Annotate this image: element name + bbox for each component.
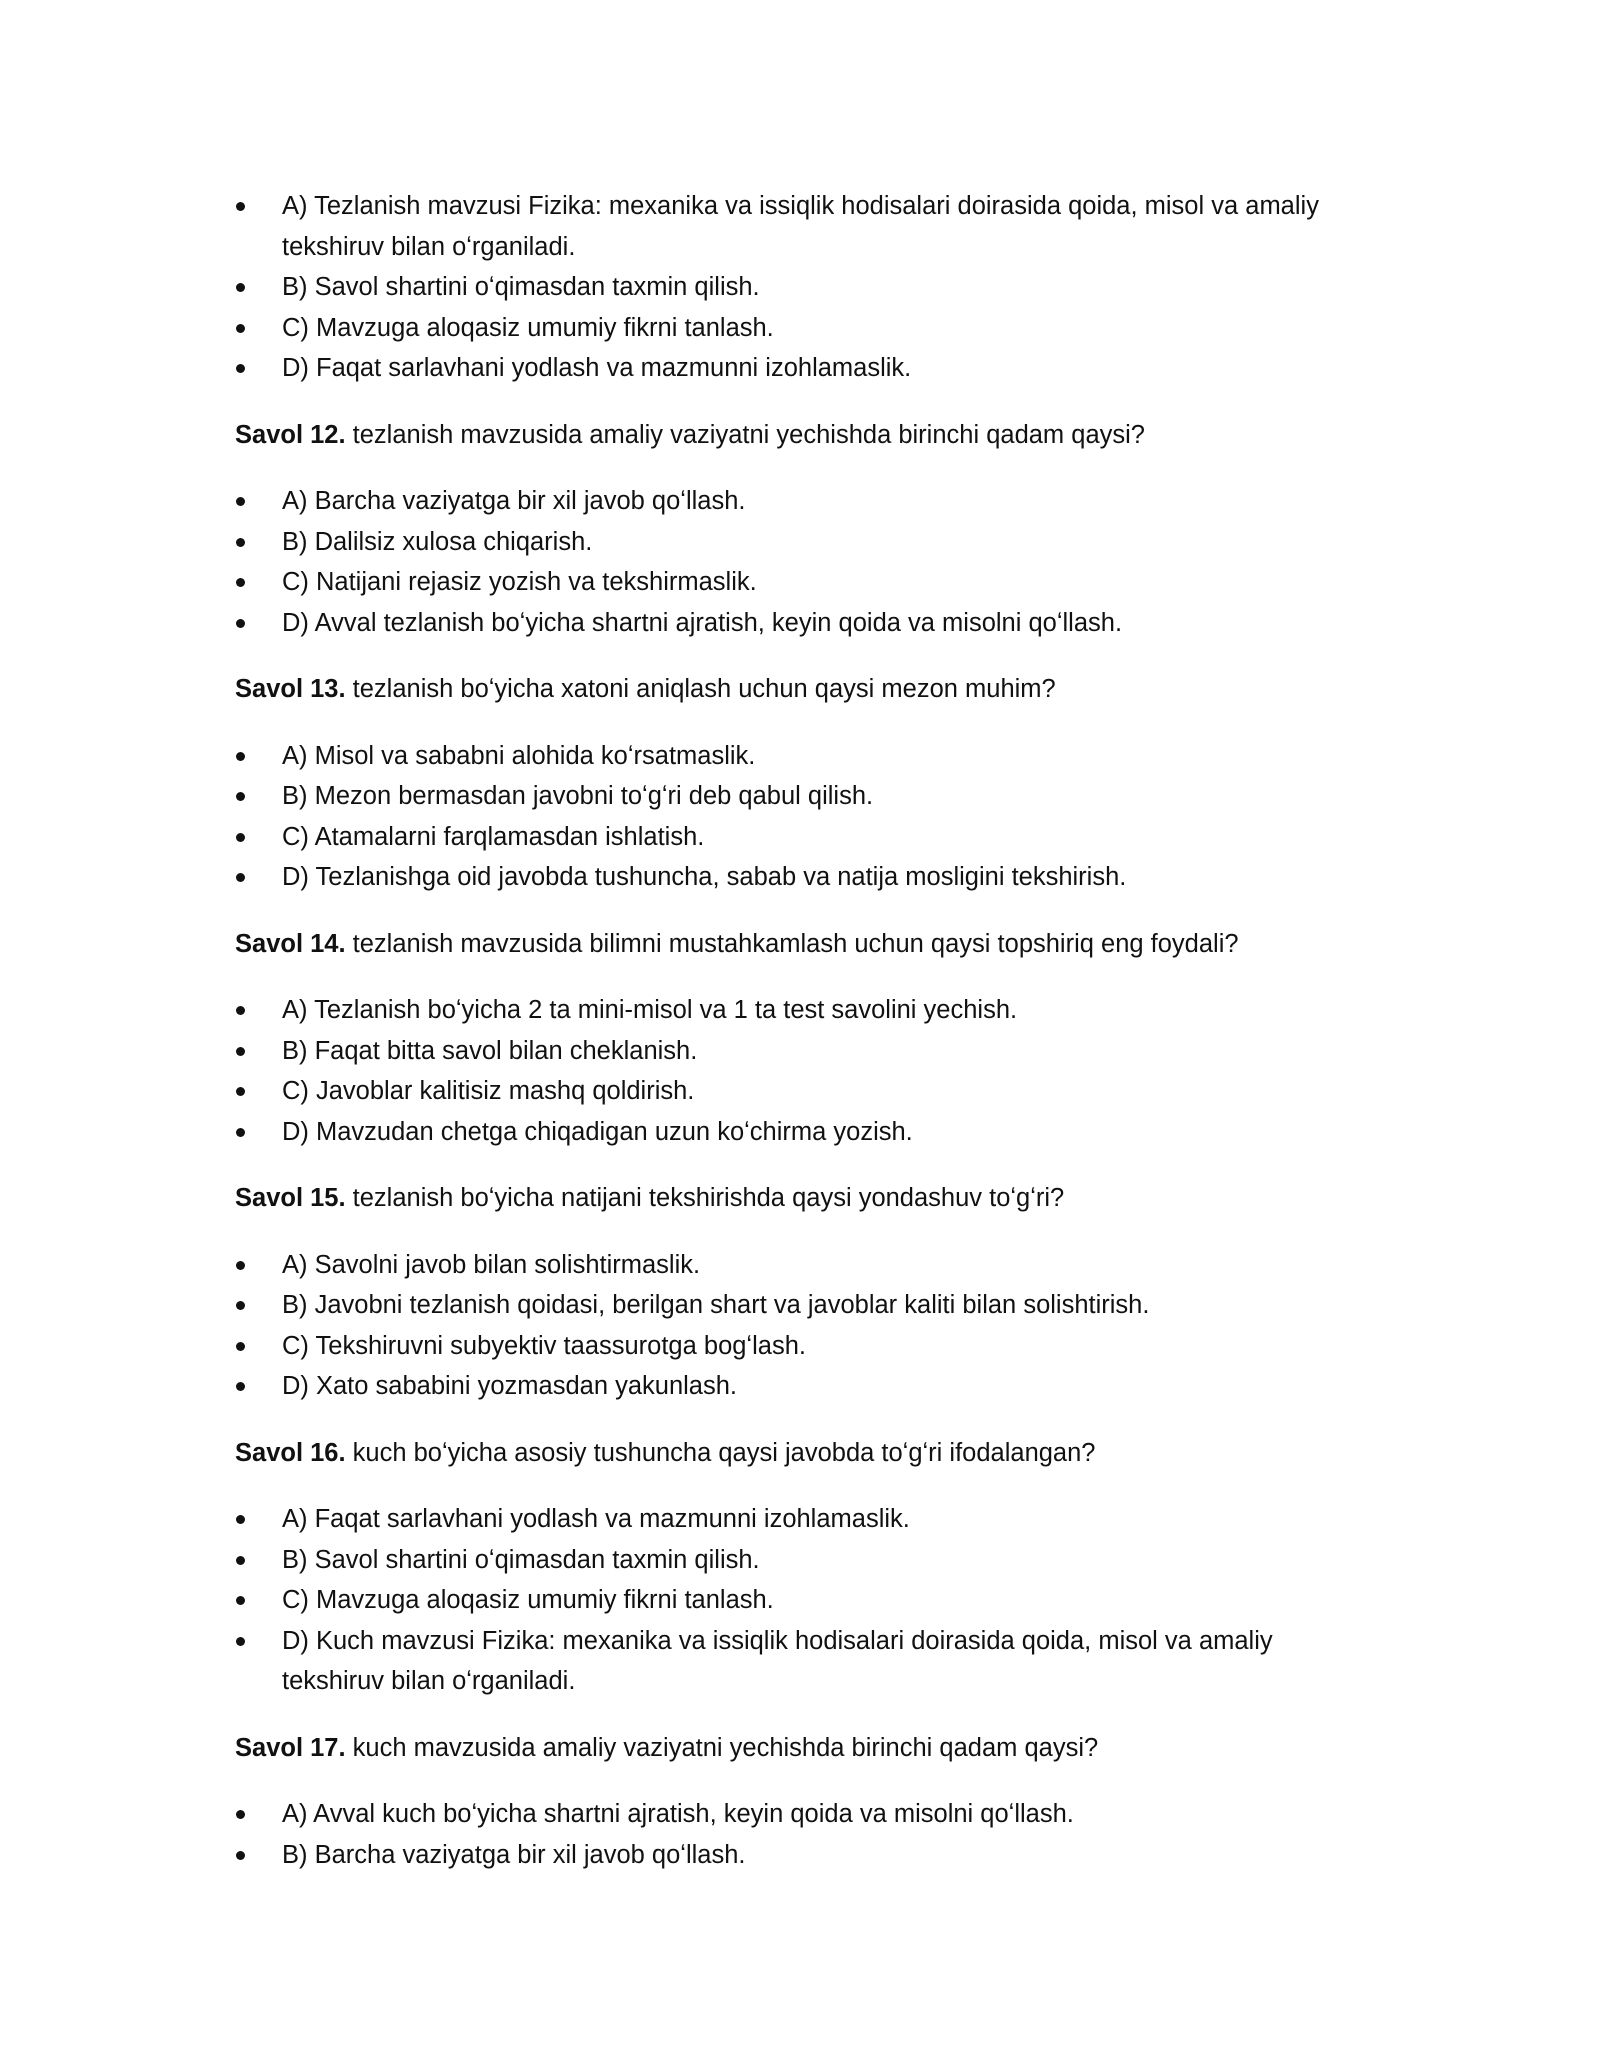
question-heading — [235, 1433, 1365, 1474]
answer-text: A) Tezlanish boʻyicha 2 ta mini-misol va 1 ta test savolini yechish. — [282, 996, 1018, 1024]
answer-text: B) Savol shartini oʻqimasdan taxmin qilish. — [282, 273, 760, 301]
question-number: Savol 17. — [235, 1733, 346, 1762]
answer-option — [235, 1580, 1365, 1621]
bullet-icon — [236, 792, 245, 801]
answer-text: B) Dalilsiz xulosa chiqarish. — [282, 527, 593, 556]
answer-text: D) Mavzudan chetga chiqadigan uzun koʻchirma yozish. — [282, 1117, 913, 1146]
bullet-icon — [236, 324, 245, 333]
answer-option — [235, 990, 1365, 1031]
answer-text: A) Savolni javob bilan solishtirmaslik. — [282, 1250, 701, 1279]
bullet-icon — [236, 1515, 245, 1524]
answer-option — [235, 603, 1365, 644]
question-number: Savol 14. — [235, 929, 346, 958]
answer-option — [235, 481, 1365, 522]
answer-option — [235, 1366, 1365, 1407]
answer-option — [235, 1326, 1365, 1367]
answer-list — [235, 736, 1365, 898]
answer-option — [235, 348, 1365, 389]
answer-text: D) Faqat sarlavhani yodlash va mazmunni izohlamaslik. — [282, 354, 912, 382]
bullet-icon — [236, 1556, 245, 1565]
bullet-icon — [236, 578, 245, 587]
answer-list — [235, 1794, 1365, 1875]
question-text: tezlanish boʻyicha natijani tekshirishda qaysi yondashuv toʻgʻri? — [345, 1184, 1065, 1212]
answer-option — [235, 267, 1365, 308]
bullet-icon — [236, 497, 245, 506]
answer-text: C) Javoblar kalitisiz mashq qoldirish. — [282, 1077, 695, 1105]
answer-list — [235, 990, 1365, 1152]
answer-text: D) Xato sababini yozmasdan yakunlash. — [282, 1372, 738, 1400]
bullet-icon — [236, 1637, 245, 1646]
bullet-icon — [236, 1810, 245, 1819]
bullet-icon — [236, 1261, 245, 1270]
bullet-icon — [236, 1342, 245, 1351]
question-text: kuch mavzusida amaliy vaziyatni yechishda birinchi qadam qaysi? — [345, 1733, 1099, 1762]
answer-option — [235, 736, 1365, 777]
answer-option — [235, 857, 1365, 898]
question-text: kuch boʻyicha asosiy tushuncha qaysi javobda toʻgʻri ifodalangan? — [345, 1438, 1096, 1467]
bullet-icon — [236, 202, 245, 211]
bullet-icon — [236, 1301, 245, 1310]
question-text: tezlanish mavzusida amaliy vaziyatni yechishda birinchi qadam qaysi? — [345, 420, 1145, 449]
bullet-icon — [236, 1851, 245, 1860]
answer-text: A) Faqat sarlavhani yodlash va mazmunni izohlamaslik. — [282, 1505, 910, 1533]
answer-option — [235, 1835, 1365, 1876]
question-text: tezlanish mavzusida bilimni mustahkamlash uchun qaysi topshiriq eng foydali? — [345, 929, 1239, 958]
answer-text: A) Avval kuch boʻyicha shartni ajratish, keyin qoida va misolni qoʻllash. — [282, 1800, 1074, 1828]
answer-option — [235, 1540, 1365, 1581]
answer-option — [235, 1794, 1365, 1835]
answer-option — [235, 1112, 1365, 1153]
answer-text: C) Mavzuga aloqasiz umumiy fikrni tanlash. — [282, 1586, 774, 1614]
answer-option — [235, 522, 1365, 563]
answer-text: A) Misol va sababni alohida koʻrsatmaslik. — [282, 741, 756, 770]
answer-option — [235, 1285, 1365, 1326]
bullet-icon — [236, 283, 245, 292]
answer-text: C) Natijani rejasiz yozish va tekshirmaslik. — [282, 568, 757, 596]
bullet-icon — [236, 1128, 245, 1137]
answer-text: A) Tezlanish mavzusi Fizika: mexanika va issiqlik hodisalari doirasida qoida, misol va amaliy tekshiruv bilan oʻrganiladi. — [282, 192, 1319, 261]
question-heading — [235, 1178, 1365, 1219]
bullet-icon — [236, 873, 245, 882]
answer-text: B) Savol shartini oʻqimasdan taxmin qilish. — [282, 1545, 760, 1574]
answer-option — [235, 1031, 1365, 1072]
answer-option — [235, 1499, 1365, 1540]
answer-text: B) Mezon bermasdan javobni toʻgʻri deb qabul qilish. — [282, 782, 874, 810]
bullet-icon — [236, 1087, 245, 1096]
answer-option — [235, 1245, 1365, 1286]
question-heading — [235, 924, 1365, 965]
answer-option — [235, 562, 1365, 603]
answer-text: C) Atamalarni farqlamasdan ishlatish. — [282, 822, 705, 851]
bullet-icon — [236, 752, 245, 761]
bullet-icon — [236, 538, 245, 547]
bullet-icon — [236, 1047, 245, 1056]
question-number: Savol 16. — [235, 1438, 346, 1467]
answer-text: D) Tezlanishga oid javobda tushuncha, sabab va natija mosligini tekshirish. — [282, 863, 1127, 891]
document-content — [235, 186, 1365, 1875]
bullet-icon — [236, 1596, 245, 1605]
bullet-icon — [236, 619, 245, 628]
answer-option — [235, 1621, 1365, 1702]
bullet-icon — [236, 364, 245, 373]
answer-list — [235, 1499, 1365, 1702]
bullet-icon — [236, 833, 245, 842]
question-heading — [235, 415, 1365, 456]
question-number: Savol 15. — [235, 1184, 346, 1212]
answer-text: D) Kuch mavzusi Fizika: mexanika va issiqlik hodisalari doirasida qoida, misol va amaliy tekshiruv bilan oʻrganiladi. — [282, 1626, 1273, 1695]
answer-option — [235, 186, 1365, 267]
answer-option — [235, 308, 1365, 349]
question-text: tezlanish boʻyicha xatoni aniqlash uchun qaysi mezon muhim? — [345, 675, 1056, 703]
answer-option — [235, 817, 1365, 858]
answer-list — [235, 186, 1365, 389]
answer-text: C) Tekshiruvni subyektiv taassurotga bogʻlash. — [282, 1331, 806, 1360]
question-heading — [235, 1728, 1365, 1769]
answer-text: B) Barcha vaziyatga bir xil javob qoʻllash. — [282, 1840, 746, 1869]
answer-text: A) Barcha vaziyatga bir xil javob qoʻllash. — [282, 487, 746, 515]
answer-text: C) Mavzuga aloqasiz umumiy fikrni tanlash. — [282, 313, 774, 342]
question-number: Savol 13. — [235, 675, 346, 703]
answer-text: B) Faqat bitta savol bilan cheklanish. — [282, 1036, 698, 1065]
bullet-icon — [236, 1006, 245, 1015]
answer-text: B) Javobni tezlanish qoidasi, berilgan shart va javoblar kaliti bilan solishtirish. — [282, 1291, 1150, 1319]
bullet-icon — [236, 1382, 245, 1391]
answer-list — [235, 481, 1365, 643]
answer-list — [235, 1245, 1365, 1407]
question-heading — [235, 669, 1365, 710]
answer-option — [235, 776, 1365, 817]
answer-option — [235, 1071, 1365, 1112]
question-number: Savol 12. — [235, 420, 346, 449]
answer-text: D) Avval tezlanish boʻyicha shartni ajratish, keyin qoida va misolni qoʻllash. — [282, 608, 1123, 637]
